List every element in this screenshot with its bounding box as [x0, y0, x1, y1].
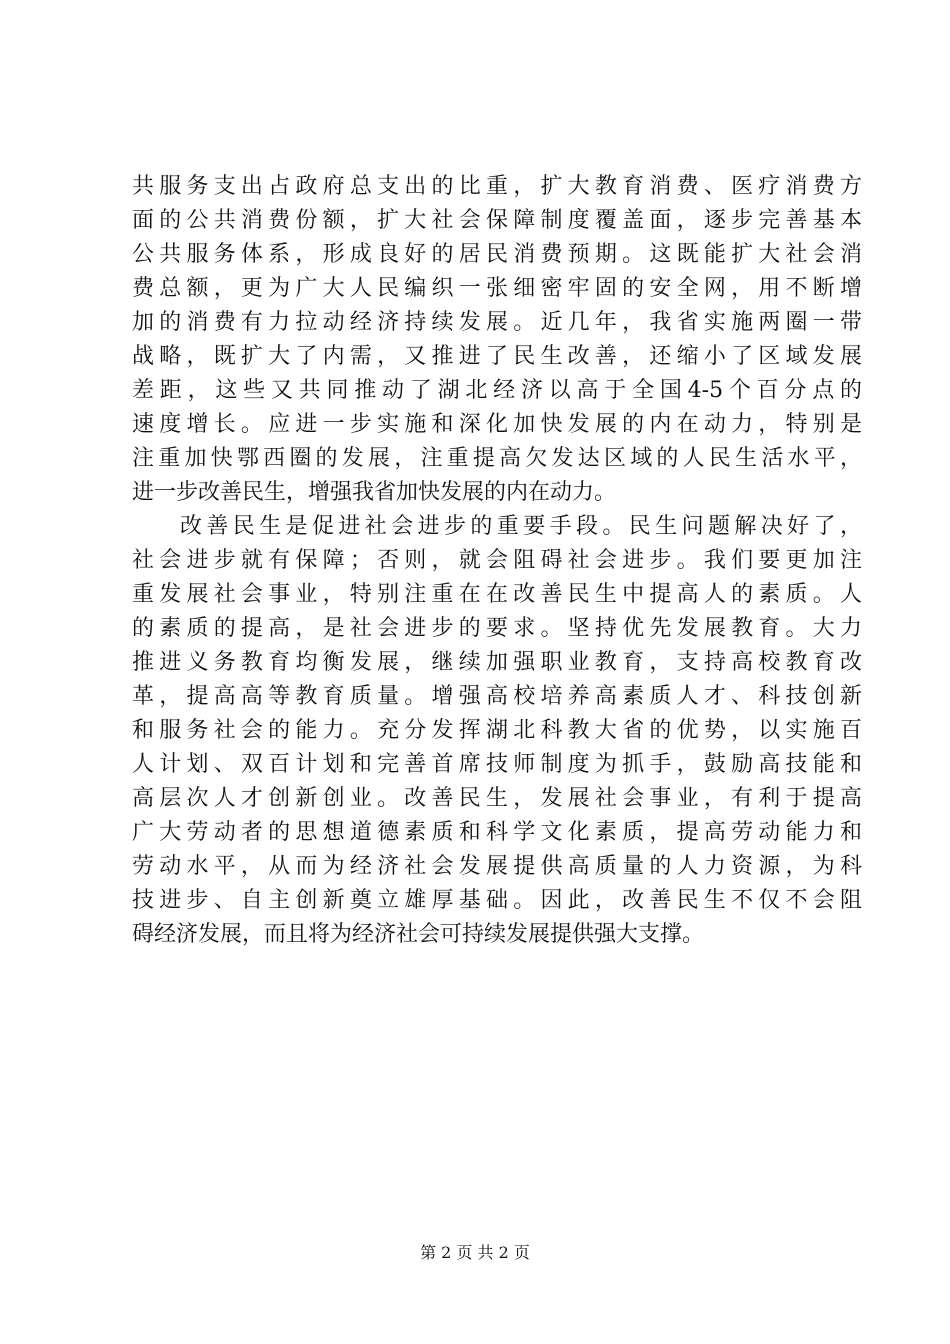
paragraph	[132, 170, 862, 510]
text-line: 推进义务教育均衡发展，继续加强职业教育，支持高校教育改	[132, 650, 862, 675]
text-line: 费总额，更为广大人民编织一张细密牢固的安全网，用不断增	[132, 276, 862, 301]
document-body	[132, 170, 862, 952]
text-line: 速度增长。应进一步实施和深化加快发展的内在动力，特别是	[132, 412, 862, 437]
text-line: 技进步、自主创新奠立雄厚基础。因此，改善民生不仅不会阻	[132, 888, 862, 913]
text-line: 重发展社会事业，特别注重在在改善民生中提高人的素质。人	[132, 582, 862, 607]
page-number-footer: 第 2 页 共 2 页	[420, 1243, 530, 1262]
text-line: 公共服务体系，形成良好的居民消费预期。这既能扩大社会消	[132, 242, 862, 267]
text-line: 改善民生是促进社会进步的重要手段。民生问题解决好了，	[180, 514, 862, 539]
text-line: 战略，既扩大了内需，又推进了民生改善，还缩小了区域发展	[132, 344, 862, 369]
text-line: 面的公共消费份额，扩大社会保障制度覆盖面，逐步完善基本	[132, 208, 862, 233]
text-line: 进一步改善民生，增强我省加快发展的内在动力。	[132, 480, 617, 505]
text-line: 差距，这些又共同推动了湖北经济以高于全国4-5个百分点的	[132, 378, 862, 403]
text-line: 的素质的提高，是社会进步的要求。坚持优先发展教育。大力	[132, 616, 862, 641]
text-line: 注重加快鄂西圈的发展，注重提高欠发达区域的人民生活水平，	[132, 446, 862, 471]
text-line: 碍经济发展，而且将为经济社会可持续发展提供强大支撑。	[132, 922, 705, 947]
text-line: 劳动水平，从而为经济社会发展提供高质量的人力资源，为科	[132, 854, 862, 879]
text-line: 社会进步就有保障；否则，就会阻碍社会进步。我们要更加注	[132, 548, 862, 573]
text-line: 和服务社会的能力。充分发挥湖北科教大省的优势，以实施百	[132, 718, 862, 743]
text-line: 广大劳动者的思想道德素质和科学文化素质，提高劳动能力和	[132, 820, 862, 845]
text-line: 人计划、双百计划和完善首席技师制度为抓手，鼓励高技能和	[132, 752, 862, 777]
text-line: 高层次人才创新创业。改善民生，发展社会事业，有利于提高	[132, 786, 862, 811]
paragraph	[132, 510, 862, 952]
text-line: 革，提高高等教育质量。增强高校培养高素质人才、科技创新	[132, 684, 862, 709]
text-line: 共服务支出占政府总支出的比重，扩大教育消费、医疗消费方	[132, 174, 862, 199]
text-line: 加的消费有力拉动经济持续发展。近几年，我省实施两圈一带	[132, 310, 862, 335]
